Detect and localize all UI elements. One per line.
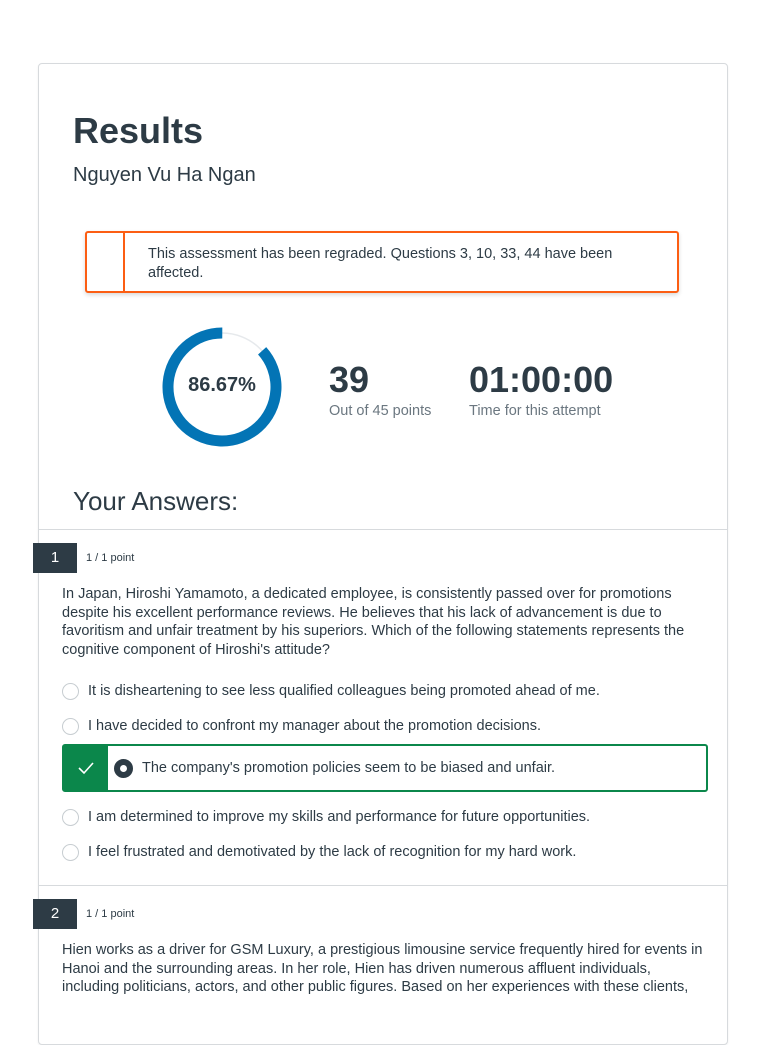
answer-option-label: The company's promotion policies seem to be biased and unfair.	[142, 760, 556, 776]
results-card	[38, 63, 728, 1045]
answer-option-label: I feel frustrated and demotivated by the lack of recognition for my hard work.	[88, 844, 577, 860]
radio-button[interactable]	[62, 683, 79, 700]
question-number-badge: 1	[33, 543, 77, 573]
question-number-badge: 2	[33, 899, 77, 929]
answer-option[interactable]	[62, 680, 600, 702]
divider	[39, 529, 727, 530]
points-stat	[329, 360, 431, 420]
regrade-alert	[85, 231, 679, 293]
radio-button[interactable]	[62, 809, 79, 826]
time-stat	[469, 360, 613, 420]
answer-option[interactable]	[62, 841, 576, 863]
answer-option-correct[interactable]	[62, 744, 708, 792]
answer-option-label: I have decided to confront my manager about the promotion decisions.	[88, 718, 541, 734]
answer-option[interactable]	[62, 715, 541, 737]
points-value: 39	[329, 359, 370, 400]
radio-button[interactable]	[62, 844, 79, 861]
score-percent: 86.67%	[188, 374, 256, 396]
alert-icon-bar	[87, 233, 125, 291]
divider	[39, 885, 727, 886]
answer-option-label: It is disheartening to see less qualified colleagues being promoted ahead of me.	[88, 683, 600, 699]
checkmark-icon	[77, 761, 95, 775]
question-points: 1 / 1 point	[86, 552, 135, 564]
question-points: 1 / 1 point	[86, 908, 135, 920]
page-title: Results	[73, 110, 204, 151]
answer-option[interactable]	[62, 806, 590, 828]
time-value: 01:00:00	[469, 359, 614, 400]
answer-option-label: I am determined to improve my skills and performance for future opportunities.	[88, 809, 591, 825]
points-caption: Out of 45 points	[329, 403, 432, 419]
alert-text: This assessment has been regraded. Questions 3, 10, 33, 44 have been affected.	[148, 246, 613, 281]
question-text: Hien works as a driver for GSM Luxury, a prestigious limousine service frequently hired for events in Hanoi and the surrounding areas. In her role, Hien has driven numerous affluent individuals, including politicians, actors, and other public figures. Based on her experiences with these clients,	[62, 942, 703, 995]
correct-flag	[64, 746, 108, 790]
radio-button-selected[interactable]	[114, 759, 133, 778]
time-caption: Time for this attempt	[469, 403, 601, 419]
question-text: In Japan, Hiroshi Yamamoto, a dedicated employee, is consistently passed over for promotions despite his excellent performance reviews. He believes that his lack of advancement is due to favoritism and unfair treatment by his superiors. Which of the following statements represents the cognitive component of Hiroshi's attitude?	[62, 586, 685, 658]
radio-button[interactable]	[62, 718, 79, 735]
student-name: Nguyen Vu Ha Ngan	[73, 164, 256, 186]
answers-heading: Your Answers:	[73, 486, 239, 516]
